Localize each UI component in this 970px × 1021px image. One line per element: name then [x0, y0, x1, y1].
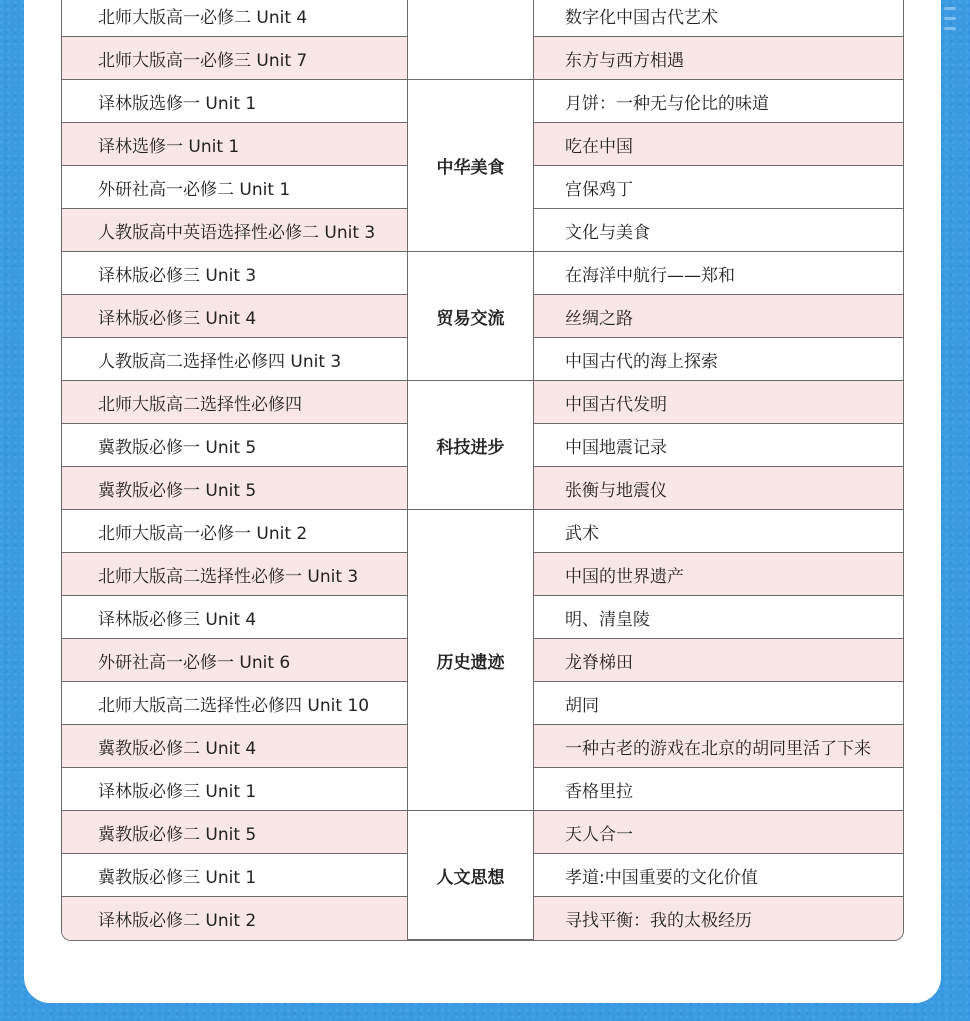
unit-cell: 胡同 [534, 682, 903, 725]
unit-cell: 中国的世界遗产 [534, 553, 903, 596]
unit-cell: 月饼：一种无与伦比的味道 [534, 80, 903, 123]
unit-cell: 香格里拉 [534, 768, 903, 811]
unit-cell: 丝绸之路 [534, 295, 903, 338]
textbook-cell: 冀教版必修一 Unit 5 [62, 424, 407, 467]
textbook-cell: 译林版必修三 Unit 1 [62, 768, 407, 811]
unit-cell: 明、清皇陵 [534, 596, 903, 639]
textbook-cell: 冀教版必修二 Unit 4 [62, 725, 407, 768]
textbook-cell: 译林版必修三 Unit 3 [62, 252, 407, 295]
textbook-cell: 北师大版高一必修二 Unit 4 [62, 0, 407, 37]
textbook-cell: 冀教版必修一 Unit 5 [62, 467, 407, 510]
textbook-cell: 译林版必修二 Unit 2 [62, 897, 407, 940]
unit-cell: 中国古代发明 [534, 381, 903, 424]
topic-cell-continued [407, 0, 534, 80]
topic-cell-food: 中华美食 [407, 80, 534, 252]
unit-cell: 孝道:中国重要的文化价值 [534, 854, 903, 897]
textbook-cell: 外研社高一必修一 Unit 6 [62, 639, 407, 682]
unit-cell: 张衡与地震仪 [534, 467, 903, 510]
unit-cell: 龙脊梯田 [534, 639, 903, 682]
unit-cell: 数字化中国古代艺术 [534, 0, 903, 37]
unit-cell: 武术 [534, 510, 903, 553]
table-row [62, 811, 903, 854]
unit-cell: 在海洋中航行——郑和 [534, 252, 903, 295]
table-row [62, 510, 903, 553]
topic-cell-history: 历史遗迹 [407, 510, 534, 811]
topic-cell-trade: 贸易交流 [407, 252, 534, 381]
textbook-cell: 译林选修一 Unit 1 [62, 123, 407, 166]
topic-cell-humanities: 人文思想 [407, 811, 534, 940]
textbook-cell: 译林版选修一 Unit 1 [62, 80, 407, 123]
textbook-cell: 人教版高中英语选择性必修二 Unit 3 [62, 209, 407, 252]
topic-cell-tech: 科技进步 [407, 381, 534, 510]
unit-cell: 文化与美食 [534, 209, 903, 252]
textbook-cell: 北师大版高二选择性必修一 Unit 3 [62, 553, 407, 596]
unit-cell: 中国地震记录 [534, 424, 903, 467]
textbook-cell: 冀教版必修三 Unit 1 [62, 854, 407, 897]
table-row [62, 252, 903, 295]
unit-cell: 吃在中国 [534, 123, 903, 166]
edge-decoration [944, 0, 956, 60]
textbook-cell: 北师大版高二选择性必修四 [62, 381, 407, 424]
syllabus-table [61, 0, 904, 941]
textbook-cell: 北师大版高一必修三 Unit 7 [62, 37, 407, 80]
textbook-cell: 北师大版高一必修一 Unit 2 [62, 510, 407, 553]
textbook-cell: 北师大版高二选择性必修四 Unit 10 [62, 682, 407, 725]
textbook-cell: 人教版高二选择性必修四 Unit 3 [62, 338, 407, 381]
textbook-cell: 冀教版必修二 Unit 5 [62, 811, 407, 854]
unit-cell: 东方与西方相遇 [534, 37, 903, 80]
table-row [62, 381, 903, 424]
unit-cell: 天人合一 [534, 811, 903, 854]
unit-cell: 中国古代的海上探索 [534, 338, 903, 381]
table-row [62, 80, 903, 123]
unit-cell: 宫保鸡丁 [534, 166, 903, 209]
textbook-cell: 译林版必修三 Unit 4 [62, 596, 407, 639]
textbook-cell: 外研社高一必修二 Unit 1 [62, 166, 407, 209]
table-row [62, 0, 903, 37]
textbook-cell: 译林版必修三 Unit 4 [62, 295, 407, 338]
unit-cell: 寻找平衡：我的太极经历 [534, 897, 903, 940]
unit-cell: 一种古老的游戏在北京的胡同里活了下来 [534, 725, 903, 768]
